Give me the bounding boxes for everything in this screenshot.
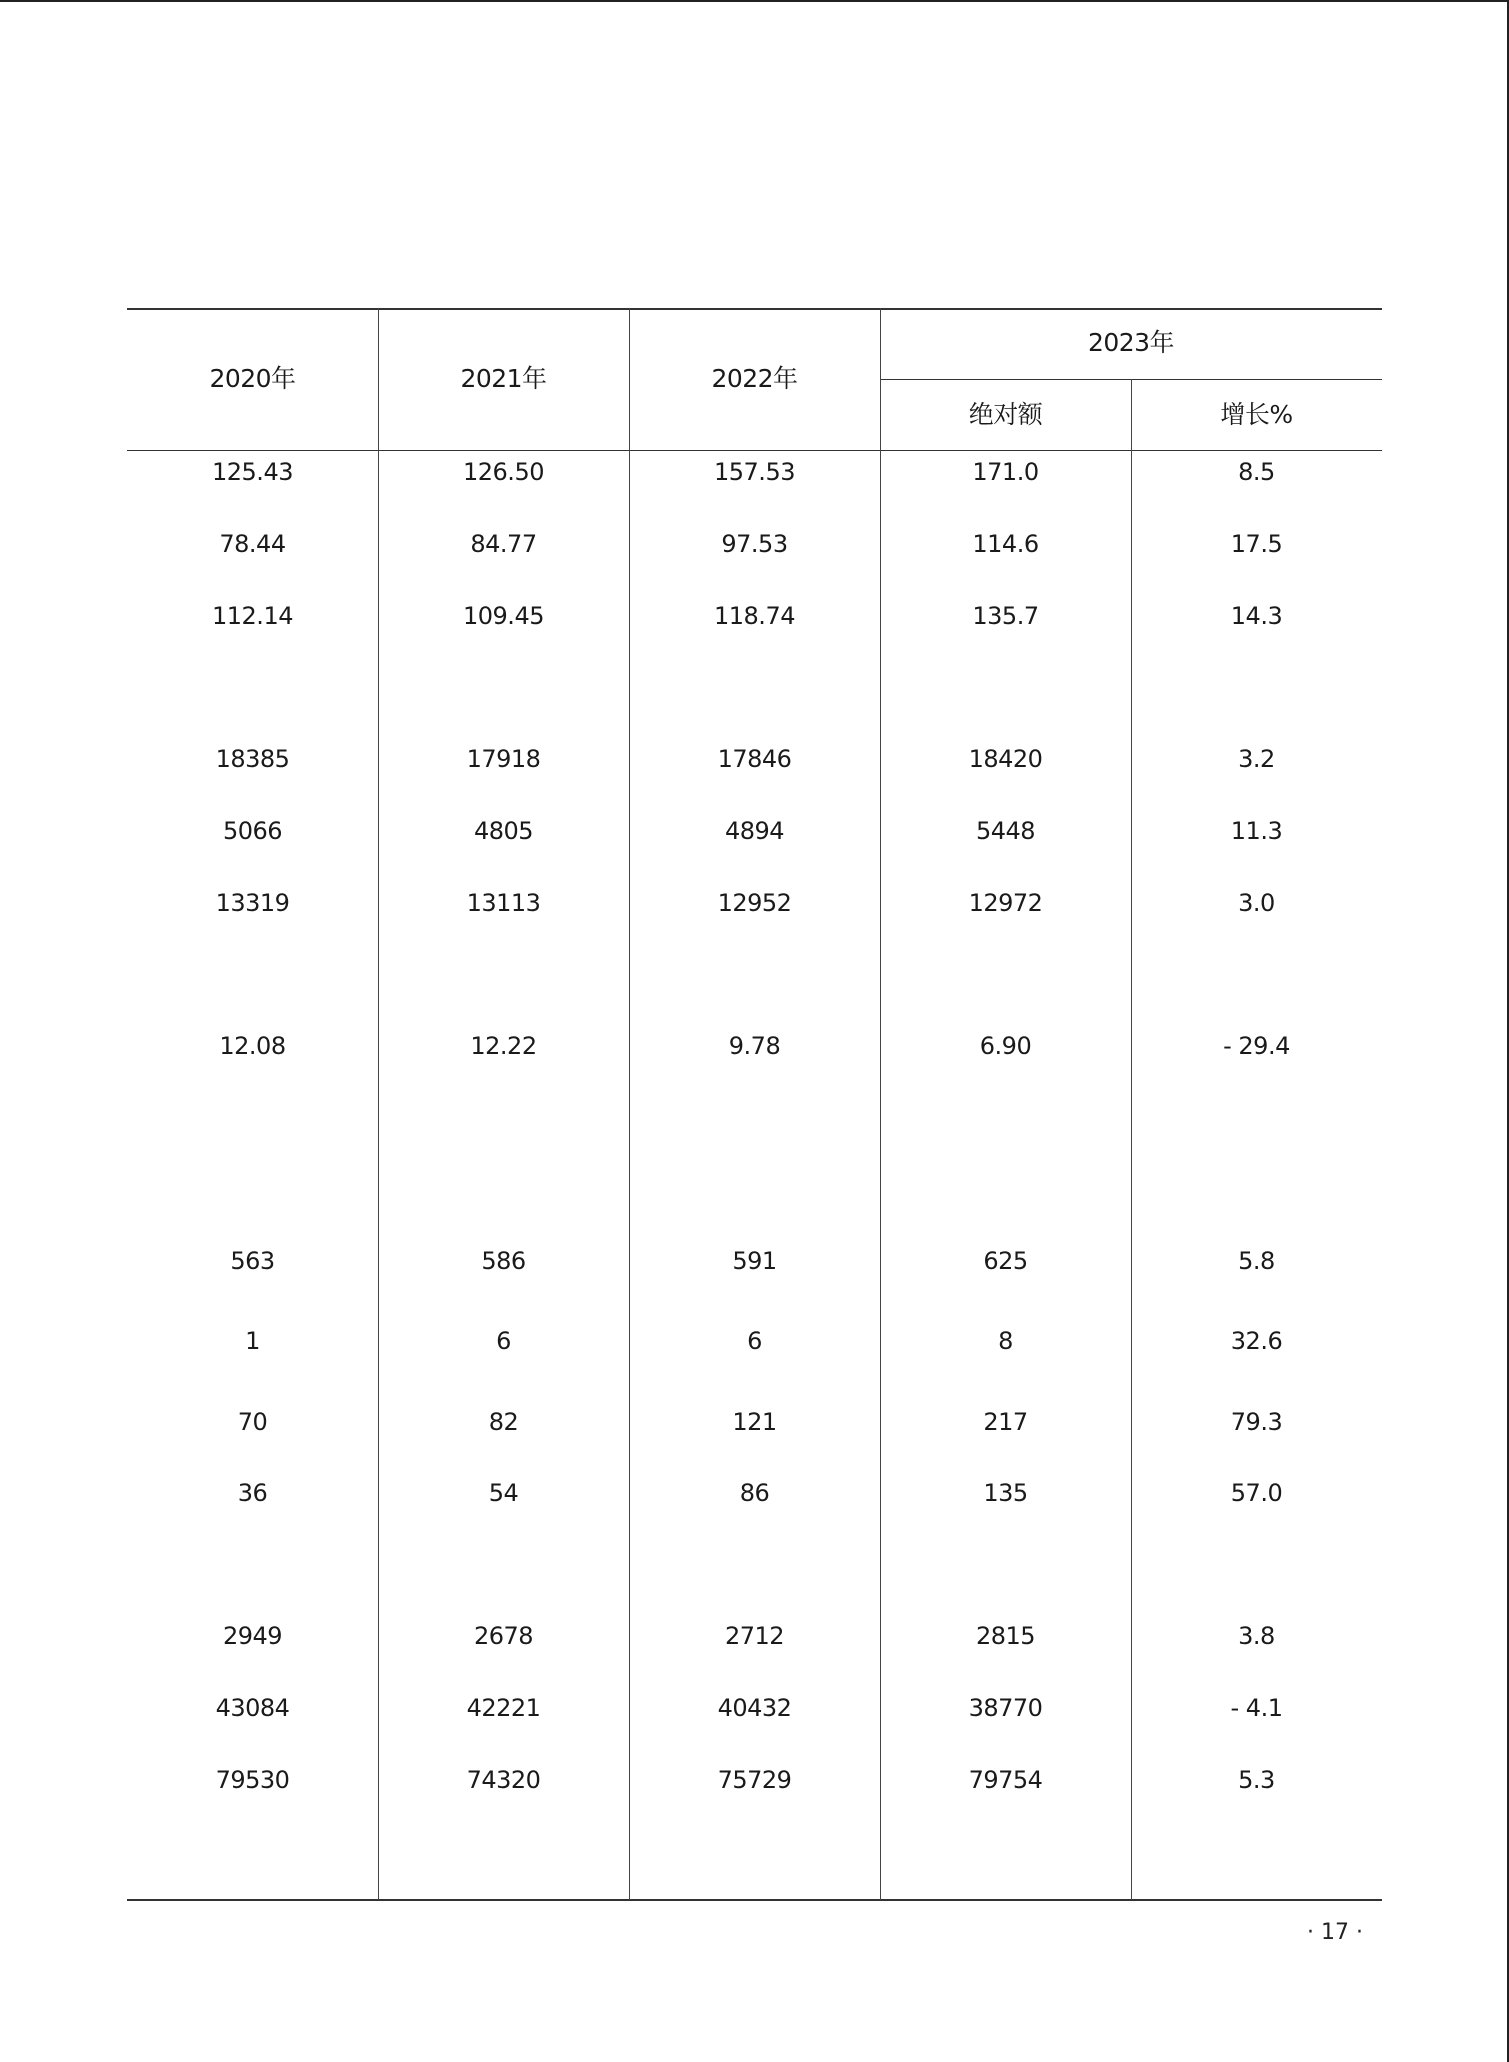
table-cell-value-2020: 2949 xyxy=(222,1622,283,1650)
table-cell-value-2020: 125.43 xyxy=(212,458,293,486)
table-cell-value-2022: 9.78 xyxy=(728,1032,781,1060)
table-cell-value-2020: 112.14 xyxy=(212,602,293,630)
table-cell-value-2021: 12.22 xyxy=(470,1032,537,1060)
table-cell-value-2023-absolute: 114.6 xyxy=(972,530,1039,558)
table-cell-value-2023-absolute: 625 xyxy=(983,1247,1028,1275)
table-cell-growth-2023: 79.3 xyxy=(1230,1408,1283,1436)
table-cell-value-2022: 591 xyxy=(732,1247,777,1275)
table-cell-value-2023-absolute: 171.0 xyxy=(972,458,1039,486)
table-cell-value-2021: 586 xyxy=(481,1247,526,1275)
table-cell-value-2021: 84.77 xyxy=(470,530,537,558)
table-cell-value-2022: 75729 xyxy=(717,1766,792,1794)
table-cell-value-2022: 97.53 xyxy=(721,530,788,558)
table-cell-value-2021: 109.45 xyxy=(463,602,544,630)
table-cell-value-2022: 121 xyxy=(732,1408,777,1436)
table-cell-value-2020: 70 xyxy=(237,1408,268,1436)
table-cell-value-2021: 13113 xyxy=(466,889,541,917)
table-cell-value-2023-absolute: 12972 xyxy=(968,889,1043,917)
table-cell-value-2023-absolute: 135 xyxy=(983,1479,1028,1507)
table-cell-value-2023-absolute: 8 xyxy=(998,1327,1013,1355)
table-cell-value-2021: 6 xyxy=(496,1327,511,1355)
table-cell-value-2021: 17918 xyxy=(466,745,541,773)
header-bottom-rule xyxy=(127,450,1382,451)
page-number: · 17 · xyxy=(1307,1920,1363,1945)
table-cell-value-2020: 18385 xyxy=(215,745,290,773)
header-2020: 2020年 xyxy=(209,364,296,393)
table-cell-growth-2023: 5.8 xyxy=(1238,1247,1275,1275)
table-cell-value-2020: 12.08 xyxy=(219,1032,286,1060)
table-cell-growth-2023: 57.0 xyxy=(1230,1479,1283,1507)
table-cell-growth-2023: 8.5 xyxy=(1238,458,1275,486)
table-cell-value-2021: 54 xyxy=(488,1479,519,1507)
table-cell-value-2022: 157.53 xyxy=(714,458,795,486)
table-cell-value-2020: 79530 xyxy=(215,1766,290,1794)
table-cell-growth-2023: 5.3 xyxy=(1238,1766,1275,1794)
table-cell-value-2020: 13319 xyxy=(215,889,290,917)
table-cell-value-2020: 563 xyxy=(230,1247,275,1275)
table-cell-value-2020: 78.44 xyxy=(219,530,286,558)
table-cell-growth-2023: 3.8 xyxy=(1238,1622,1275,1650)
table-cell-value-2022: 118.74 xyxy=(714,602,795,630)
table-bottom-rule xyxy=(127,1899,1382,1901)
header-2022: 2022年 xyxy=(711,364,798,393)
header-absolute-amount: 绝对额 xyxy=(968,400,1043,429)
header-2023: 2023年 xyxy=(1087,328,1175,357)
table-cell-value-2023-absolute: 2815 xyxy=(975,1622,1036,1650)
table-cell-value-2023-absolute: 18420 xyxy=(968,745,1043,773)
table-cell-value-2020: 43084 xyxy=(215,1694,290,1722)
table-cell-growth-2023: 3.2 xyxy=(1238,745,1275,773)
table-cell-value-2021: 4805 xyxy=(473,817,534,845)
page-border-top xyxy=(0,0,1509,2)
table-cell-value-2020: 36 xyxy=(237,1479,268,1507)
table-top-rule xyxy=(127,308,1382,310)
table-cell-value-2023-absolute: 135.7 xyxy=(972,602,1039,630)
header-2021: 2021年 xyxy=(460,364,547,393)
table-cell-value-2021: 2678 xyxy=(473,1622,534,1650)
header-growth-percent: 增长% xyxy=(1220,400,1293,429)
table-cell-value-2022: 6 xyxy=(747,1327,762,1355)
table-cell-value-2020: 5066 xyxy=(222,817,283,845)
table-cell-value-2022: 40432 xyxy=(717,1694,792,1722)
table-cell-value-2021: 74320 xyxy=(466,1766,541,1794)
table-cell-value-2022: 4894 xyxy=(724,817,785,845)
table-cell-value-2021: 126.50 xyxy=(463,458,544,486)
table-cell-value-2022: 17846 xyxy=(717,745,792,773)
table-cell-growth-2023: 14.3 xyxy=(1230,602,1283,630)
table-cell-value-2023-absolute: 79754 xyxy=(968,1766,1043,1794)
table-cell-value-2023-absolute: 217 xyxy=(983,1408,1028,1436)
table-cell-growth-2023: 17.5 xyxy=(1230,530,1283,558)
table-cell-value-2023-absolute: 5448 xyxy=(975,817,1036,845)
table-cell-growth-2023: 32.6 xyxy=(1230,1327,1283,1355)
table-cell-value-2021: 42221 xyxy=(466,1694,541,1722)
table-cell-value-2021: 82 xyxy=(488,1408,519,1436)
table-cell-value-2022: 2712 xyxy=(724,1622,785,1650)
table-cell-value-2020: 1 xyxy=(245,1327,260,1355)
table-cell-value-2022: 86 xyxy=(739,1479,770,1507)
table-cell-growth-2023: 3.0 xyxy=(1238,889,1275,917)
table-cell-growth-2023: - 29.4 xyxy=(1223,1032,1290,1060)
statistics-table xyxy=(127,308,1382,1900)
table-cell-value-2022: 12952 xyxy=(717,889,792,917)
table-cell-value-2023-absolute: 6.90 xyxy=(979,1032,1032,1060)
table-cell-value-2023-absolute: 38770 xyxy=(968,1694,1043,1722)
table-cell-growth-2023: - 4.1 xyxy=(1230,1694,1283,1722)
table-cell-growth-2023: 11.3 xyxy=(1230,817,1283,845)
